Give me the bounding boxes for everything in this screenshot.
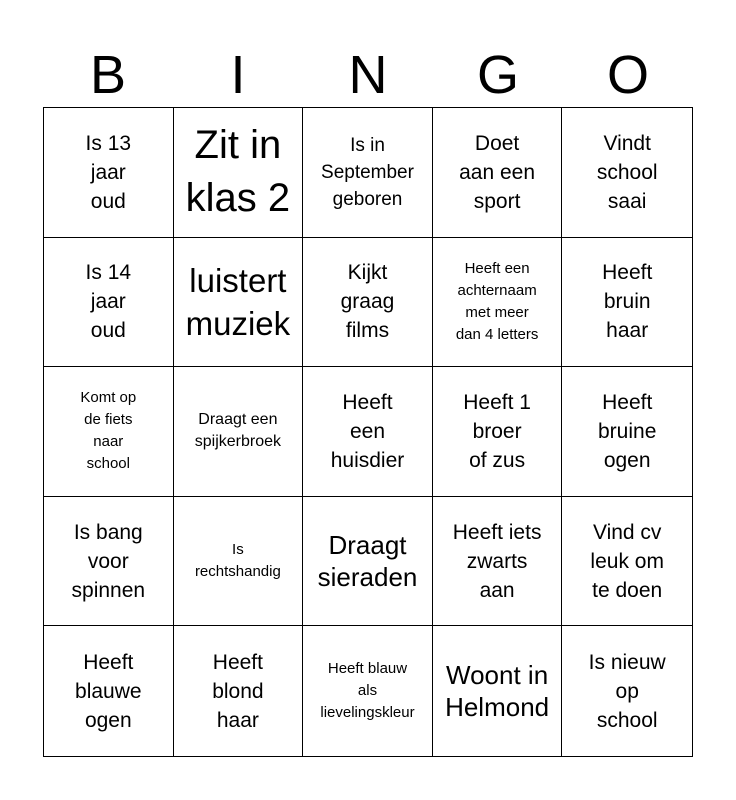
cell-text: Heeft bruin haar xyxy=(602,261,653,343)
bingo-cell-r5c5[interactable] xyxy=(562,626,692,756)
cell-text: Komt op de fiets naar school xyxy=(80,389,137,473)
cell-text: Draagt sieraden xyxy=(317,530,418,593)
bingo-cell-r2c4[interactable] xyxy=(433,238,563,368)
cell-text: Heeft blauwe ogen xyxy=(75,650,142,732)
header-letter-i: I xyxy=(230,45,246,105)
cell-text: Is 14 jaar oud xyxy=(85,261,132,343)
bingo-cell-r1c3[interactable] xyxy=(303,108,433,238)
cell-text: Heeft blond haar xyxy=(212,650,264,732)
cell-text: Heeft blauw als lievelingskleur xyxy=(320,660,415,722)
header-letter-b: B xyxy=(89,45,127,105)
bingo-cell-r4c2[interactable] xyxy=(174,497,304,627)
cell-text: Woont in Helmond xyxy=(445,660,550,723)
cell-text: Is bang voor spinnen xyxy=(71,520,146,602)
cell-text: Vindt school saai xyxy=(596,131,658,213)
cell-text: Heeft een achternaam met meer dan 4 letters xyxy=(455,259,539,343)
cell-text: Is rechtshandig xyxy=(194,541,281,581)
cell-text: Is nieuw op school xyxy=(588,650,666,732)
bingo-cell-r5c4[interactable] xyxy=(433,626,563,756)
cell-text: Heeft bruine ogen xyxy=(598,390,657,472)
bingo-cell-r3c5[interactable] xyxy=(562,367,692,497)
cell-text: Heeft iets zwarts aan xyxy=(452,520,542,602)
header-letter-g: G xyxy=(476,45,519,105)
bingo-cell-r1c2[interactable] xyxy=(174,108,304,238)
bingo-cell-r4c4[interactable] xyxy=(433,497,563,627)
bingo-cell-r4c5[interactable] xyxy=(562,497,692,627)
bingo-cell-r3c1[interactable] xyxy=(44,367,174,497)
bingo-cell-r4c1[interactable] xyxy=(44,497,174,627)
bingo-cell-r1c4[interactable] xyxy=(433,108,563,238)
bingo-cell-r3c3[interactable] xyxy=(303,367,433,497)
cell-text: Zit in klas 2 xyxy=(185,123,291,221)
bingo-cell-r1c5[interactable] xyxy=(562,108,692,238)
bingo-cell-r2c5[interactable] xyxy=(562,238,692,368)
cell-text: Heeft 1 broer of zus xyxy=(463,390,531,472)
bingo-cell-r3c2[interactable] xyxy=(174,367,304,497)
bingo-cell-r2c2[interactable] xyxy=(174,238,304,368)
bingo-cell-r1c1[interactable] xyxy=(44,108,174,238)
header-letter-n: N xyxy=(348,45,388,105)
bingo-cell-r3c4[interactable] xyxy=(433,367,563,497)
bingo-header xyxy=(43,44,693,106)
cell-text: Heeft een huisdier xyxy=(330,390,405,472)
bingo-cell-r4c3[interactable] xyxy=(303,497,433,627)
bingo-cell-r2c3[interactable] xyxy=(303,238,433,368)
cell-text: Is 13 jaar oud xyxy=(85,131,132,213)
bingo-cell-r5c1[interactable] xyxy=(44,626,174,756)
cell-text: Kijkt graag films xyxy=(340,261,395,343)
cell-text: Vind cv leuk om te doen xyxy=(590,520,664,602)
bingo-board xyxy=(43,107,693,757)
bingo-cell-r5c2[interactable] xyxy=(174,626,304,756)
cell-text: Is in September geboren xyxy=(321,134,414,210)
bingo-cell-r2c1[interactable] xyxy=(44,238,174,368)
cell-text: luistert muziek xyxy=(185,261,291,342)
cell-text: Doet aan een sport xyxy=(459,131,536,213)
bingo-cell-r5c3[interactable] xyxy=(303,626,433,756)
header-letter-o: O xyxy=(606,45,649,105)
cell-text: Draagt een spijkerbroek xyxy=(194,411,282,451)
